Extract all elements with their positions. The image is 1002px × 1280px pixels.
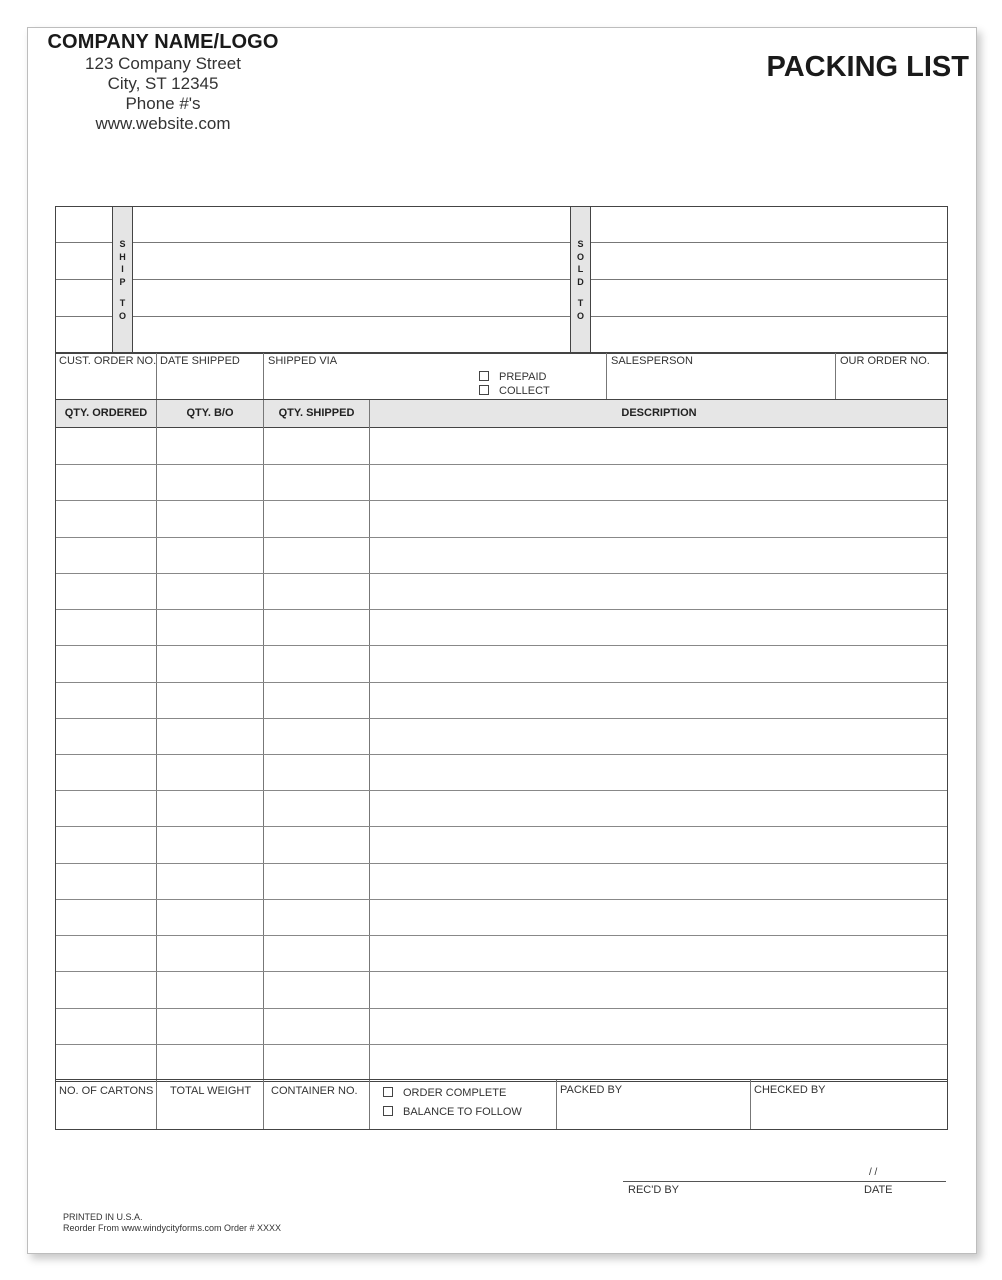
ship-to-line[interactable] [133,279,570,280]
table-row-line [56,790,947,791]
table-row-line [56,718,947,719]
checked-by-label: CHECKED BY [754,1084,826,1096]
ship-to-line [56,316,112,317]
ship-to-line[interactable] [133,316,570,317]
no-of-cartons-label: NO. OF CARTONS [59,1085,154,1097]
salesperson-label: SALESPERSON [611,355,693,367]
address-section [55,206,948,354]
items-table [55,399,948,1082]
table-row-line [56,863,947,864]
sidebar-letter: D [577,276,584,287]
sidebar-letter: L [577,264,584,274]
sidebar-letter: O [576,310,584,321]
company-phone: Phone #'s [125,94,201,113]
table-row-line [56,754,947,755]
date-slashes: / / [869,1167,878,1178]
sidebar-letter: H [119,251,126,262]
table-row-line [56,1008,947,1009]
sidebar-letter: P [119,276,126,287]
collect-option[interactable]: COLLECT [479,385,550,397]
order-complete-option[interactable]: ORDER COMPLETE [383,1087,506,1099]
recd-by-label: REC'D BY [628,1184,679,1196]
prepaid-checkbox[interactable] [479,371,489,381]
company-website: www.website.com [95,114,231,133]
table-row-line [56,899,947,900]
ship-to-line[interactable] [133,242,570,243]
qty-shipped-header: QTY. SHIPPED [278,407,355,419]
company-street: 123 Company Street [85,54,241,73]
sold-to-line[interactable] [591,316,947,317]
container-no-label: CONTAINER NO. [271,1085,358,1097]
table-row-line [56,645,947,646]
table-row-line [56,537,947,538]
shipped-via-label: SHIPPED VIA [268,355,338,367]
form-title: PACKING LIST [766,51,969,83]
total-weight-label: TOTAL WEIGHT [170,1085,252,1097]
table-row-line [56,971,947,972]
sold-to-line[interactable] [591,242,947,243]
table-row-line [56,464,947,465]
recd-by-line[interactable] [623,1181,946,1182]
order-complete-checkbox[interactable] [383,1087,393,1097]
description-header: DESCRIPTION [621,407,697,419]
sidebar-letter: T [119,298,126,308]
qty-bo-header: QTY. B/O [186,407,234,419]
packed-by-label: PACKED BY [560,1084,623,1096]
ship-to-label [112,207,133,353]
printed-in-text: PRINTED IN U.S.A. [63,1212,143,1222]
sidebar-letter: S [119,239,126,249]
balance-to-follow-checkbox[interactable] [383,1106,393,1116]
cust-order-no-label: CUST. ORDER NO. [59,355,157,367]
ship-to-line [56,242,112,243]
table-row-line [56,935,947,936]
date-label: DATE [864,1184,893,1196]
prepaid-option[interactable]: PREPAID [479,371,546,383]
sidebar-letter: O [576,251,584,262]
sold-to-line[interactable] [591,279,947,280]
our-order-no-label: OUR ORDER NO. [840,355,930,367]
balance-to-follow-option[interactable]: BALANCE TO FOLLOW [383,1106,522,1118]
sidebar-letter: O [118,310,126,321]
company-block [38,31,288,134]
table-row-line [56,1044,947,1045]
sidebar-letter: T [577,298,584,308]
collect-checkbox[interactable] [479,385,489,395]
company-name: COMPANY NAME/LOGO [47,31,279,53]
qty-ordered-header: QTY. ORDERED [64,407,148,419]
sidebar-letter: S [577,239,584,249]
table-row-line [56,500,947,501]
table-row-line [56,573,947,574]
reorder-text: Reorder From www.windycityforms.com Order # XXXX [63,1223,282,1233]
sold-to-label [570,207,591,353]
table-row-line [56,609,947,610]
table-row-line [56,682,947,683]
company-city: City, ST 12345 [107,74,219,93]
ship-to-line [56,279,112,280]
table-row-line [56,826,947,827]
sidebar-letter: I [121,264,124,274]
date-shipped-label: DATE SHIPPED [160,355,240,367]
